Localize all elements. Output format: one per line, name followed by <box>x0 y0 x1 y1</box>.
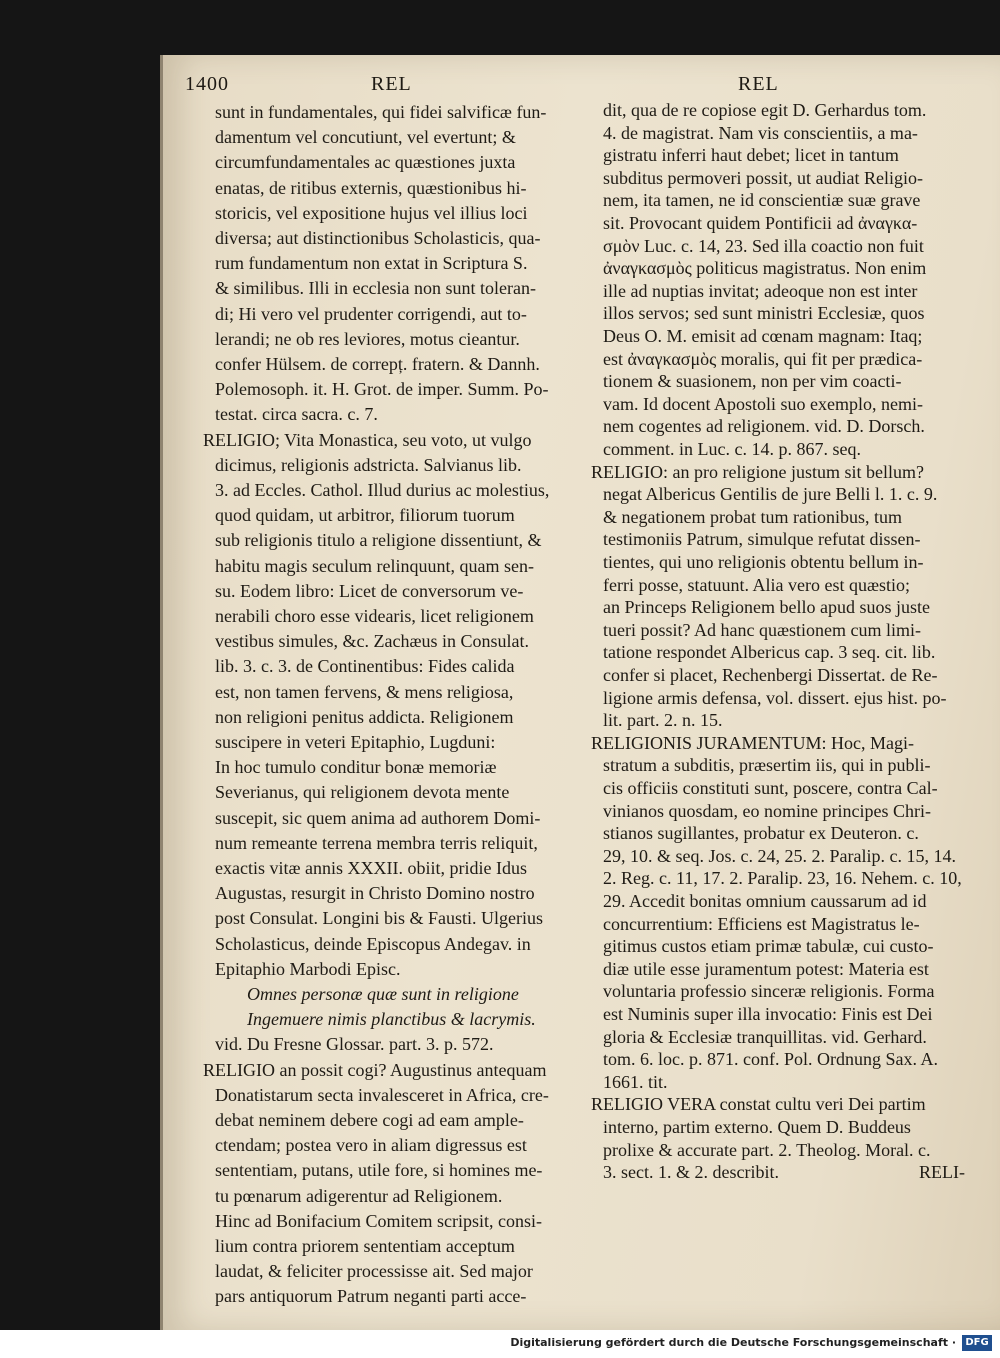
text-line: Hinc ad Bonifacium Comitem scripsit, consi- <box>215 1210 542 1231</box>
page-number: 1400 <box>185 73 229 95</box>
text-line: In hoc tumulo conditur bonæ memoriæ <box>215 757 497 778</box>
text-line: confer Hülsem. de correpț. fratern. & Dannh. <box>215 354 540 374</box>
text-line: comment. in Luc. c. 14. p. 867. seq. <box>603 439 861 459</box>
text-line: gitimus custos etiam primæ tabulæ, cui custo- <box>603 936 934 957</box>
text-line: ctendam; postea vero in aliam digressus est <box>215 1135 527 1156</box>
text-line: 3. ad Eccles. Cathol. Illud durius ac molestius, <box>215 480 550 500</box>
text-line: concurrentium: Efficiens est Magistratus le- <box>603 913 920 934</box>
text-line: 1661. tit. <box>603 1071 668 1092</box>
text-line: Omnes personæ quæ sunt in religione <box>247 984 519 1004</box>
text-line: RELIGIO; Vita Monastica, seu voto, ut vulgo <box>203 429 532 450</box>
text-line: 4. de magistrat. Nam vis conscientiis, a ma- <box>603 122 918 143</box>
text-line: voluntaria professio sinceræ religionis. Forma <box>603 981 935 1002</box>
text-line: stianos sugillantes, probatur ex Deuteron. c. <box>603 823 919 844</box>
text-line: 29, 10. & seq. Jos. c. 24, 25. 2. Paralip. c. 15, 14. <box>603 845 956 866</box>
text-line: nem, ita tamen, ne id conscientiæ suæ grave <box>603 190 921 211</box>
text-line: Ingemuere nimis planctibus & lacrymis. <box>247 1009 536 1030</box>
text-line: testat. circa sacra. c. 7. <box>215 404 378 425</box>
text-line: suscipere in veteri Epitaphio, Lugduni: <box>215 732 496 752</box>
text-line: lium contra priorem sententiam acceptum <box>215 1236 515 1256</box>
text-line: sunt in fundamentales, qui fidei salvificæ fun- <box>215 102 547 122</box>
text-line: interno, partim externo. Quem D. Buddeus <box>603 1117 911 1137</box>
dfg-logo: DFG <box>962 1335 992 1351</box>
text-line: 29. Accedit bonitas omnium caussarum ad id <box>603 891 927 911</box>
text-line: tatione respondet Albericus cap. 3 seq. cit. lib. <box>603 642 936 663</box>
text-line: testimoniis Patrum, simulque refutat dissen- <box>603 529 921 550</box>
text-line: Epitaphio Marbodi Episc. <box>215 958 401 979</box>
text-line: lerandi; ne ob res leviores, motus cieantur. <box>215 328 520 349</box>
text-line: tientes, qui uno religionis obtentu bellum in- <box>603 552 924 572</box>
text-line: exactis vitæ annis XXXII. obiit, pridie Idus <box>215 858 527 878</box>
text-line: num remeante terrena membra terris reliquit, <box>215 832 538 853</box>
text-line: gloria & Ecclesiæ tranquillitas. vid. Gerhard. <box>603 1026 927 1047</box>
text-line: di; Hi vero vel prudenter corrigendi, aut to- <box>215 303 527 324</box>
text-line: su. Eodem libro: Licet de conversorum ve- <box>215 580 524 601</box>
text-line: rum fundamentum non extat in Scriptura S. <box>215 253 528 274</box>
text-line: an Princeps Religionem bello apud suos juste <box>603 597 930 618</box>
text-line: tionem & suasionem, non per vim coacti- <box>603 371 902 392</box>
text-line: ferri posse, statuunt. Alia vero est quæstio; <box>603 574 910 595</box>
text-line: sub religionis titulo a religione dissentiunt, & <box>215 530 542 551</box>
running-head-right: REL <box>738 73 779 95</box>
text-line: est, non tamen fervens, & mens religiosa, <box>215 681 514 702</box>
text-line: Deus O. M. emisit ad cœnam magnam: Itaq; <box>603 326 923 346</box>
text-line: enatas, de ritibus externis, quæstionibus hi- <box>215 177 527 198</box>
book-page <box>160 55 1000 1330</box>
text-line: ligione armis defensa, vol. dissert. ejus hist. po- <box>603 687 947 708</box>
text-line: tu pœnarum adigerentur ad Religionem. <box>215 1185 503 1206</box>
catchword: RELI- <box>919 1162 965 1182</box>
text-line: storicis, vel expositione hujus vel illius loci <box>215 202 528 223</box>
text-line: vestibus simules, &c. Zachæus in Consulat. <box>215 631 529 652</box>
text-line: & similibus. Illi in ecclesia non sunt toleran- <box>215 278 536 299</box>
text-line: habitu magis seculum relinquunt, quam sen- <box>215 555 534 576</box>
text-line: quod quidam, ut arbitror, filiorum tuorum <box>215 505 515 526</box>
text-line: 2. Reg. c. 11, 17. 2. Paralip. 23, 16. Nehem. c. 10, <box>603 868 962 889</box>
text-line: diæ utile esse juramentum potest: Materia est <box>603 958 929 979</box>
text-line: RELIGIO VERA constat cultu veri Dei partim <box>591 1094 926 1115</box>
text-line: tom. 6. loc. p. 871. conf. Pol. Ordnung Sax. A. <box>603 1049 938 1070</box>
text-line: cis officiis constituti sunt, poscere, contra Cal- <box>603 778 938 798</box>
running-head-left: REL <box>371 73 412 95</box>
text-line: sententiam, putans, utile fore, si homines me- <box>215 1160 543 1181</box>
text-line: Polemosoph. it. H. Grot. de imper. Summ. Po- <box>215 379 549 400</box>
text-line: confer si placet, Rechenbergi Dissertat. de Re- <box>603 665 938 685</box>
text-line: suscepit, sic quem anima ad authorem Domi- <box>215 807 541 828</box>
text-line: post Consulat. Longini bis & Fausti. Ulgerius <box>215 908 544 929</box>
text-line: subditus permoveri possit, ut audiat Religio- <box>603 167 923 188</box>
text-line: Severianus, qui religionem devota mente <box>215 782 510 803</box>
text-line: diversa; aut distinctionibus Scholasticis, qua- <box>215 228 541 248</box>
text-line: circumfundamentales ac quæstiones juxta <box>215 152 516 173</box>
text-line: vid. Du Fresne Glossar. part. 3. p. 572. <box>215 1034 494 1055</box>
text-line: prolixe & accurate part. 2. Theolog. Moral. c. <box>603 1139 931 1160</box>
text-line: non religioni penitus addicta. Religionem <box>215 706 514 727</box>
text-line: lit. part. 2. n. 15. <box>603 710 723 731</box>
text-line: gistratu inferri haut debet; licet in tantum <box>603 145 899 166</box>
text-line: negat Albericus Gentilis de jure Belli l. 1. c. 9. <box>603 484 938 505</box>
text-line: stratum a subditis, præsertim iis, qui in publi- <box>603 755 931 776</box>
text-line: nem cogentes ad religionem. vid. D. Dorsch. <box>603 416 925 437</box>
text-line: laudat, & feliciter processisse ait. Sed major <box>215 1261 533 1282</box>
text-line: Augustas, resurgit in Christo Domino nostro <box>215 883 535 904</box>
footer-bar <box>0 1330 1000 1358</box>
text-line: ἀναγκασμὸς politicus magistratus. Non enim <box>603 258 927 279</box>
text-line: debat neminem debere cogi ad eam ample- <box>215 1110 524 1130</box>
text-line: est Numinis super illa invocatio: Finis est Dei <box>603 1004 933 1024</box>
text-line: dicimus, religionis adstricta. Salvianus lib. <box>215 454 522 475</box>
text-line: lib. 3. c. 3. de Continentibus: Fides calida <box>215 656 515 677</box>
text-line: vam. Id docent Apostoli suo exemplo, nemi- <box>603 393 923 414</box>
text-line: vinianos quosdam, eo nomine principes Chri- <box>603 800 931 821</box>
text-line: sit. Provocant quidem Pontificii ad ἀναγκα- <box>603 213 918 233</box>
text-line: dit, qua de re copiose egit D. Gerhardus tom. <box>603 100 927 120</box>
text-line: Donatistarum secta invalesceret in Africa, cre- <box>215 1084 549 1105</box>
text-line: 3. sect. 1. & 2. describit. <box>603 1162 779 1183</box>
text-line: ille ad nuptias invitat; adeoque non est inter <box>603 280 918 301</box>
text-line: σμὸν Luc. c. 14, 23. Sed illa coactio non fuit <box>603 235 924 256</box>
text-line: RELIGIO: an pro religione justum sit bellum? <box>591 461 924 482</box>
text-line: Scholasticus, deinde Episcopus Andegav. in <box>215 933 531 954</box>
text-line: tueri possit? Ad hanc quæstionem cum limi- <box>603 619 921 640</box>
text-line: RELIGIONIS JURAMENTUM: Hoc, Magi- <box>591 732 914 753</box>
footer-credit: Digitalisierung gefördert durch die Deutsche Forschungsgemeinschaft · <box>510 1336 956 1349</box>
text-line: illos servos; sed sunt ministri Ecclesiæ, quos <box>603 303 925 324</box>
text-line: est ἀναγκασμὸς moralis, qui fit per prædica- <box>603 348 923 369</box>
text-line: RELIGIO an possit cogi? Augustinus antequam <box>203 1059 547 1080</box>
text-line: & negationem probat tum rationibus, tum <box>603 506 902 527</box>
text-line: damentum vel concutiunt, vel evertunt; & <box>215 127 516 148</box>
text-line: pars antiquorum Patrum neganti parti acce- <box>215 1286 527 1307</box>
text-line: nerabili choro esse videaris, licet religionem <box>215 606 534 626</box>
